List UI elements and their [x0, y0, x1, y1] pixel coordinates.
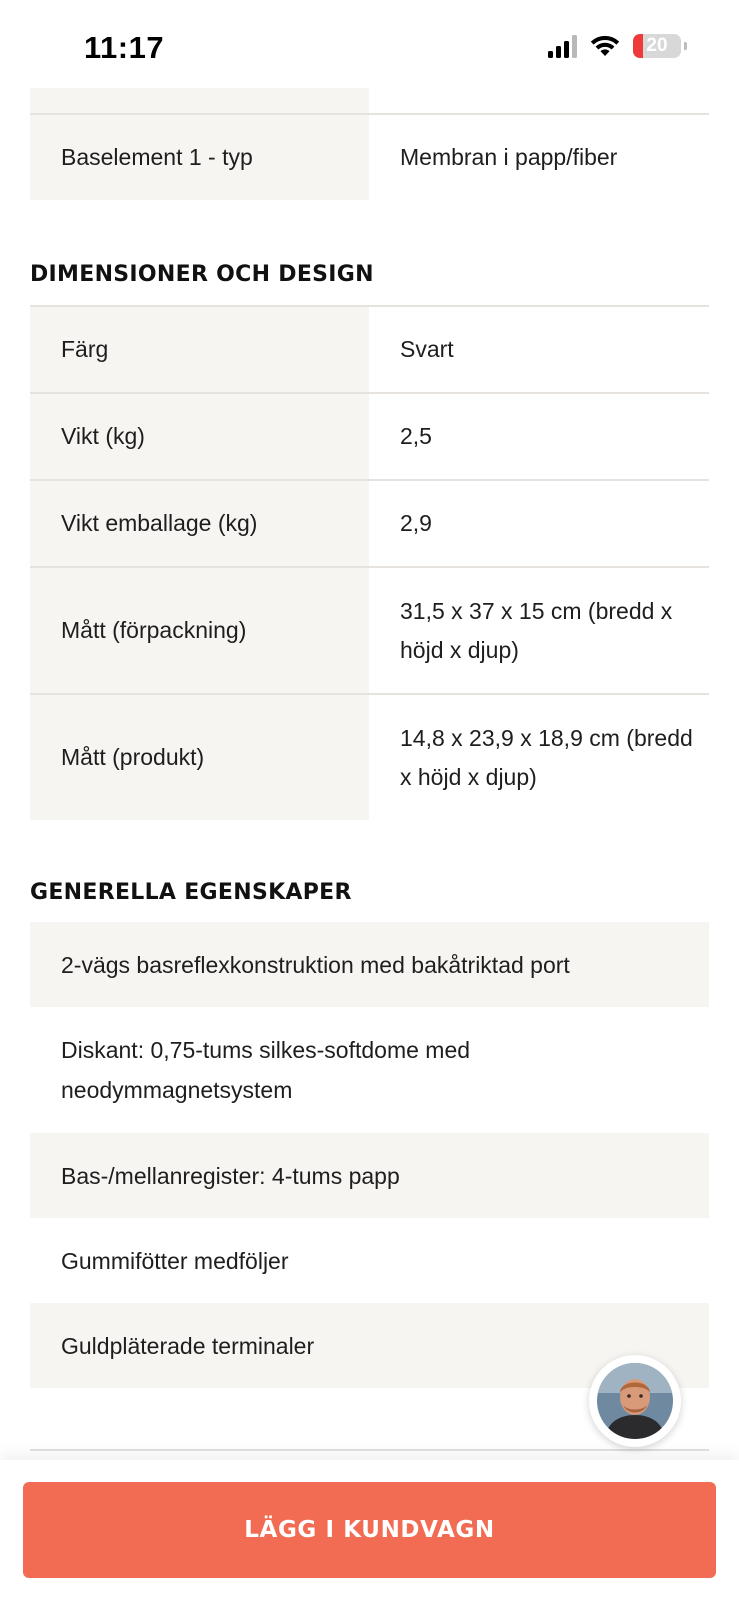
spec-row [30, 392, 709, 479]
battery-icon [633, 34, 681, 58]
spec-value: Svart [369, 307, 709, 392]
cellular-signal-icon [548, 34, 577, 58]
spec-label: Mått (förpackning) [30, 568, 369, 693]
feature-item: Gummifötter medföljer [61, 1247, 289, 1274]
status-icons [548, 34, 687, 58]
section-divider [30, 1449, 709, 1451]
feature-item: Bas-/mellanregister: 4-tums papp [30, 1133, 709, 1218]
spec-row-partial [30, 88, 709, 113]
feature-item: Diskant: 0,75-tums silkes-softdome med neodymmagnetsystem [61, 1037, 471, 1103]
status-bar [0, 0, 739, 88]
section-title-general: GENERELLA EGENSKAPER [30, 880, 352, 905]
feature-list [30, 922, 709, 1388]
battery-cap [684, 42, 687, 50]
spec-value: 14,8 x 23,9 x 18,9 cm (bredd x höjd x djup) [369, 695, 709, 820]
chat-support-avatar[interactable] [589, 1355, 681, 1447]
spec-label: Mått (produkt) [30, 695, 369, 820]
spec-row [30, 113, 709, 200]
feature-item: Guldpläterade terminaler [30, 1303, 709, 1388]
spec-row [30, 305, 709, 392]
spec-row [30, 566, 709, 693]
spec-value: 2,9 [369, 481, 709, 566]
support-agent-avatar-icon [597, 1363, 673, 1439]
spec-value: Membran i papp/fiber [369, 115, 709, 200]
spec-table-dimensions [30, 305, 709, 820]
spec-table-base-elements [30, 88, 709, 200]
spec-row [30, 479, 709, 566]
feature-item: 2-vägs basreflexkonstruktion med bakåtriktad port [30, 922, 709, 1007]
spec-label: Baselement 1 - typ [30, 115, 369, 200]
spec-value: 2,5 [369, 394, 709, 479]
wifi-icon [589, 34, 621, 58]
spec-row [30, 693, 709, 820]
spec-label: Vikt (kg) [30, 394, 369, 479]
section-title-dimensions: DIMENSIONER OCH DESIGN [30, 262, 374, 287]
status-time: 11:17 [84, 30, 165, 65]
add-to-cart-button[interactable]: LÄGG I KUNDVAGN [23, 1482, 716, 1578]
sticky-cart-bar [0, 1460, 739, 1600]
spec-label: Vikt emballage (kg) [30, 481, 369, 566]
battery-level: 20 [646, 35, 668, 56]
spec-value: 31,5 x 37 x 15 cm (bredd x höjd x djup) [369, 568, 709, 693]
spec-label: Färg [30, 307, 369, 392]
